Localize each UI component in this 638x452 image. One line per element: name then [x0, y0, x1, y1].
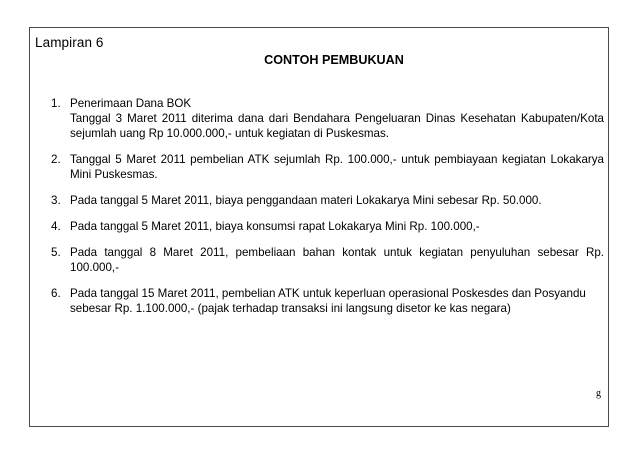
item-text: Pada tanggal 8 Maret 2011, pembeliaan bahan kontak untuk kegiatan penyuluhan sebesar Rp. 100.000,-: [70, 246, 604, 274]
list-item: [51, 245, 604, 275]
item-number: 1.: [51, 97, 61, 110]
list-item: [51, 286, 604, 316]
item-text: Tanggal 5 Maret 2011 pembelian ATK sejumlah Rp. 100.000,- untuk pembiayaan kegiatan Lokakarya Mini Puskesmas.: [70, 153, 604, 181]
item-number: 6.: [51, 287, 61, 300]
list-item: [51, 96, 604, 141]
item-heading: Penerimaan Dana BOK: [70, 97, 192, 110]
item-text: Pada tanggal 5 Maret 2011, biaya penggandaan materi Lokakarya Mini sebesar Rp. 50.000.: [70, 194, 542, 207]
item-text: Pada tanggal 5 Maret 2011, biaya konsumsi rapat Lokakarya Mini Rp. 100.000,-: [70, 220, 480, 233]
document-title: CONTOH PEMBUKUAN: [264, 53, 404, 67]
item-text: Tanggal 3 Maret 2011 diterima dana dari Bendahara Pengeluaran Dinas Kesehatan Kabupaten/Kota sejumlah uang Rp 10.000.000,- untuk kegiatan di Puskesmas.: [70, 112, 604, 140]
list-item: [51, 219, 604, 234]
transaction-list: [51, 96, 604, 327]
item-number: 4.: [51, 220, 61, 233]
item-text: Pada tanggal 15 Maret 2011, pembelian ATK untuk keperluan operasional Poskesdes dan Posyandu sebesar Rp. 1.100.000,- (pajak terhadap transaksi ini langsung disetor ke kas negara): [70, 287, 586, 315]
item-number: 2.: [51, 153, 61, 166]
page-mark: g: [596, 388, 601, 399]
list-item: [51, 152, 604, 182]
item-number: 5.: [51, 246, 61, 259]
attachment-label: Lampiran 6: [35, 35, 104, 50]
item-number: 3.: [51, 194, 61, 207]
list-item: [51, 193, 604, 208]
